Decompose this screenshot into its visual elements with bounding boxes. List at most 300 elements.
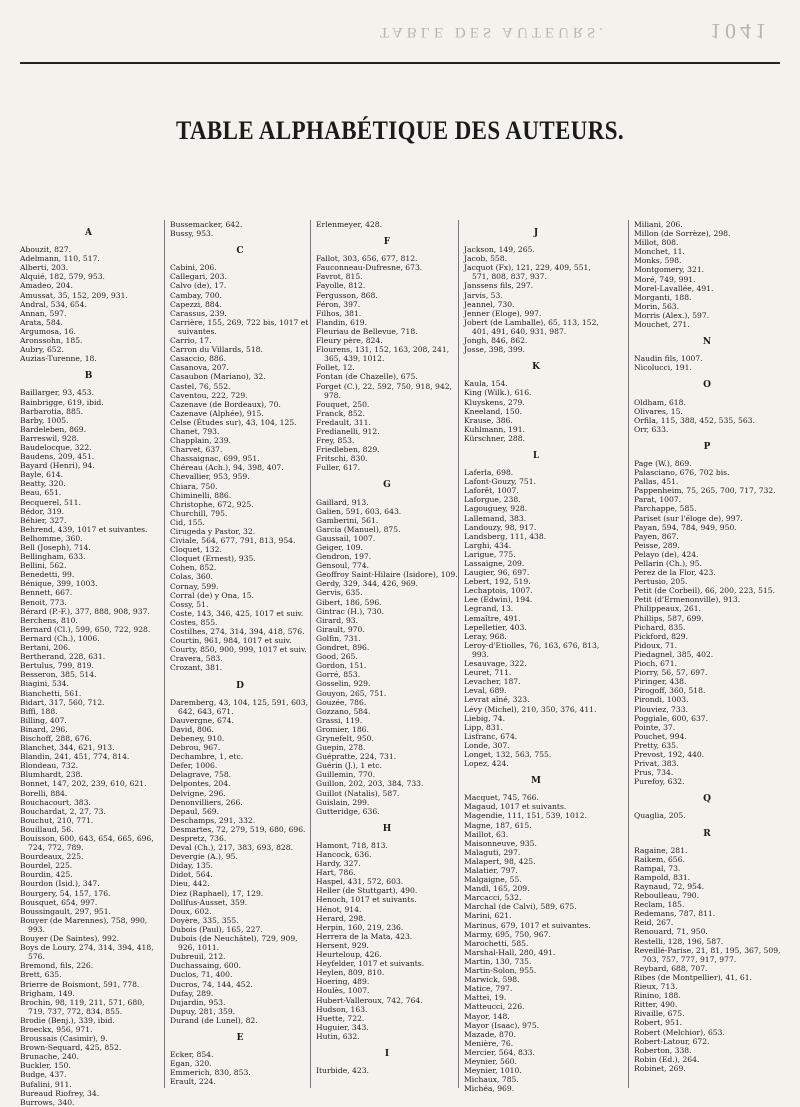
index-entry: Gouzée, 786. — [316, 697, 367, 707]
section-letter: K — [532, 362, 541, 373]
index-entry: Raynaud, 72, 954. — [634, 882, 705, 891]
index-entry: Reybard, 688, 707. — [634, 963, 708, 973]
running-head-bleedthrough — [380, 6, 780, 46]
index-entry: Bousquet, 654, 997. — [20, 897, 98, 907]
index-entry: Deschamps, 291, 332. — [170, 815, 256, 825]
index-entry: Follet, 12. — [316, 363, 355, 373]
index-entry: Béhier, 327. — [20, 515, 67, 525]
index-entry: Barby, 1005. — [20, 415, 69, 425]
index-entry: Dupuy, 281, 359. — [170, 1006, 236, 1016]
index-entry: Rivaille, 675. — [634, 1009, 685, 1019]
index-entry: Ritter, 490. — [634, 1000, 678, 1010]
index-entry: Payan, 594, 784, 949, 950. — [634, 522, 737, 532]
index-entry: Pertusio, 205. — [634, 577, 688, 587]
index-entry: Haspel, 431, 572, 603. — [316, 877, 404, 887]
index-entry: Borelli, 884. — [20, 788, 68, 798]
index-entry: Longet, 132, 563, 755. — [464, 749, 552, 759]
index-entry: Broeckx, 956, 971. — [20, 1024, 93, 1034]
index-entry: Huette, 722. — [316, 1013, 365, 1023]
index-entry: Gromier, 186. — [316, 724, 369, 734]
index-entry: David, 806. — [170, 724, 214, 734]
index-entry: Bardeleben, 869. — [20, 424, 86, 434]
index-entry: Redemans, 787, 811. — [634, 909, 716, 919]
index-entry: Cazenave (de Bordeaux), 70. — [170, 399, 281, 409]
index-entry: Robin (Ed.), 264. — [634, 1054, 700, 1064]
index-entry: Monchet, 11. — [634, 247, 685, 257]
index-entry: Ecker, 854. — [170, 1050, 214, 1060]
index-entry: Gensoul, 774. — [316, 561, 369, 571]
index-entry: Cohen, 852. — [170, 563, 217, 573]
index-entry: Morel-Lavallée, 491. — [634, 283, 714, 293]
index-entry: Berchens, 810. — [20, 615, 78, 625]
index-entry: Millot, 808. — [634, 238, 679, 248]
index-entry: Marchal (de Calvi), 589, 675. — [464, 902, 577, 912]
index-entry: Brunache, 240. — [20, 1052, 79, 1062]
index-entry: Fergusson, 868. — [316, 290, 378, 300]
index-entry: Henoch, 1017 et suivants. — [316, 895, 417, 905]
index-entry: Bellini, 562. — [20, 561, 67, 571]
index-entry: Becquerel, 511. — [20, 497, 81, 507]
index-entry: Brodie (Benj.), 339, ibid. — [20, 1015, 115, 1025]
index-entry: Abouzit, 827. — [20, 245, 72, 255]
index-entry: Jacob, 558. — [464, 254, 507, 264]
index-entry: Meynier, 560. — [464, 1056, 517, 1066]
index-entry: Marinus, 679, 1017 et suivantes. — [464, 920, 591, 930]
index-entry: Renouard, 71, 950. — [634, 927, 708, 937]
index-entry: Orfila, 115, 388, 452, 535, 563. — [634, 415, 755, 425]
index-entry: Alquié, 182, 579, 953. — [20, 272, 105, 282]
index-entry: Gintrac (H.), 730. — [316, 606, 384, 616]
index-entry: Bainbrigge, 619, ibid. — [20, 397, 104, 407]
index-entry: Fouquet, 250. — [316, 399, 370, 409]
index-entry: Josse, 398, 399. — [464, 345, 525, 355]
index-entry: Bourdon (Isid.), 347. — [20, 879, 100, 889]
index-entry: Girard, 93. — [316, 615, 359, 625]
index-entry: Cornay, 599. — [170, 581, 219, 591]
index-entry: Chiara, 750. — [170, 481, 218, 491]
index-entry: Marwick, 598. — [464, 975, 520, 985]
index-entry: Deval (Ch.), 217, 383, 693, 828. — [170, 843, 293, 853]
index-entry: Brierre de Boismont, 591, 778. — [20, 979, 140, 989]
index-entry: Brown-Sequard, 425, 852. — [20, 1043, 122, 1053]
page-title: TABLE ALPHABÉTIQUE DES AUTEURS. — [175, 116, 625, 145]
index-entry: Guillemin, 770. — [316, 770, 375, 780]
index-entry: Dubois (de Neuchâtel), 729, 909, 926, 1011. — [170, 934, 298, 953]
index-entry: Christophe, 672, 925. — [170, 499, 254, 509]
index-entry: Laforêt, 1007. — [464, 486, 519, 496]
index-entry: Fontan (de Chazelle), 675. — [316, 372, 418, 382]
index-entry: Larghi, 434. — [464, 540, 512, 550]
index-entry: Mercier, 564, 833. — [464, 1047, 535, 1057]
index-entry: Krause, 386. — [464, 415, 513, 425]
index-entry: Blandin, 241, 451, 774, 814. — [20, 752, 130, 762]
index-entry: Girault, 970. — [316, 624, 365, 634]
index-entry: Leray, 968. — [464, 631, 507, 641]
index-entry: Doux, 602. — [170, 906, 212, 916]
index-entry: Guillot (Natalis), 587. — [316, 788, 400, 798]
index-entry: Perez de la Flor, 423. — [634, 568, 716, 578]
index-entry: Cirugeda y Pastor, 32. — [170, 527, 256, 536]
index-entry: Morganti, 188. — [634, 292, 692, 302]
running-head-page-number: 1041 — [710, 19, 770, 44]
index-entry: Pellarin (Ch.), 95. — [634, 559, 702, 568]
index-entry: Grynefelt, 950. — [316, 733, 374, 743]
index-entry: Blumhardt, 238. — [20, 770, 83, 780]
index-entry: Chassaignac, 699, 951. — [170, 454, 260, 464]
section-letter: N — [702, 337, 713, 348]
index-entry: Peisse, 289. — [634, 540, 680, 550]
index-entry: Iturbide, 423. — [316, 1066, 369, 1076]
index-entry: Herard, 298. — [316, 913, 366, 923]
index-entry: Robert, 951. — [634, 1018, 683, 1028]
index-entry: Nicolucci, 191. — [634, 363, 692, 373]
index-entry: Herpin, 160, 219, 236. — [316, 922, 404, 932]
index-entry: Lafont-Gouzy, 751. — [464, 477, 537, 487]
index-entry: Bouchardat, 2, 27, 73. — [20, 806, 106, 816]
index-entry: Lisfranc, 674. — [464, 731, 518, 741]
index-entry: Geiger, 109. — [316, 543, 363, 552]
index-entry: Chapplain, 239. — [170, 436, 231, 446]
index-entry: Ducros, 74, 144, 452. — [170, 979, 253, 989]
index-entry: Carrio, 17. — [170, 336, 212, 346]
index-entry: Lagouguey, 928. — [464, 504, 528, 514]
index-entry: Kuhlmann, 191. — [464, 424, 525, 434]
index-entry: Bernard (Ch.), 1006. — [20, 633, 100, 643]
index-entry: Galien, 591, 603, 643. — [316, 506, 402, 516]
index-entry: Delpontes, 204. — [170, 779, 231, 789]
index-entry: Monks, 598. — [634, 256, 682, 266]
index-entry: Capezzi, 884. — [170, 299, 222, 309]
section-letter: P — [703, 441, 712, 452]
index-entry: Casaubon (Mariano), 32. — [170, 372, 266, 382]
index-entry: Kneeland, 150. — [464, 406, 522, 416]
index-entry: Pidoux, 71. — [634, 640, 678, 650]
index-entry: Churchill, 795. — [170, 508, 228, 518]
index-entry: Legrand, 13. — [464, 604, 514, 614]
index-entry: Gozzano, 584. — [316, 706, 371, 716]
index-entry: Bellingham, 633. — [20, 552, 86, 562]
index-entry: Pirogoff, 360, 518. — [634, 686, 706, 696]
index-entry: Moré, 749, 991. — [634, 274, 696, 284]
section-letter: I — [384, 1048, 391, 1059]
section-letter: A — [85, 228, 93, 238]
index-entry: Civiale, 564, 677, 791, 813, 954. — [170, 536, 296, 546]
index-entry: Menière, 76. — [464, 1038, 514, 1048]
index-entry: Piorry, 56, 57, 697. — [634, 668, 708, 678]
index-entry: Depaul, 569. — [170, 806, 220, 816]
index-entry: Buckler, 150. — [20, 1061, 71, 1071]
index-entry: Pallas, 451. — [634, 477, 679, 487]
index-entry: Bouchut, 210, 771. — [20, 815, 94, 825]
index-entry: Piedagnel, 385, 402. — [634, 649, 714, 659]
index-entry: Debeney, 910. — [170, 733, 225, 743]
index-entry: Dieu, 442. — [170, 879, 210, 889]
index-entry: Arata, 584. — [20, 317, 63, 327]
index-entry: Purefoy, 632. — [634, 777, 685, 787]
index-entry: Matteucci, 226. — [464, 1002, 525, 1012]
index-entry: Auzias-Turenne, 18. — [20, 354, 97, 364]
index-entry: Corral (de) y Ona, 15. — [170, 590, 254, 600]
index-entry: Plouviez, 733. — [634, 704, 688, 714]
index-entry: Pariset (sur l'éloge de), 997. — [634, 513, 743, 523]
index-entry: Parat, 1007. — [634, 495, 682, 505]
index-entry: Maisonneuve, 935. — [464, 838, 537, 848]
index-entry: Mattei, 19. — [464, 993, 507, 1003]
index-entry: Orr, 633. — [634, 424, 669, 434]
index-entry: Durand (de Lunel), 82. — [170, 1015, 258, 1025]
index-entry: Erault, 224. — [170, 1077, 216, 1087]
index-entry: Fleuriau de Bellevue, 718. — [316, 326, 418, 336]
index-entry: Bonnet, 147, 202, 239, 610, 621. — [20, 779, 147, 789]
index-entry: Fuller, 617. — [316, 463, 361, 473]
index-entry: Cabini, 206. — [170, 263, 217, 273]
index-entry: Besseron, 385, 514. — [20, 670, 97, 680]
index-entry: Huguier, 343. — [316, 1022, 369, 1032]
index-entry: Pichard, 835. — [634, 622, 686, 632]
index-entry: Leuret, 711. — [464, 668, 512, 678]
index-entry: Macquet, 745, 766. — [464, 793, 539, 803]
index-entry: Bussemacker, 642. — [170, 220, 243, 229]
running-head-label: TABLE DES AUTEURS. — [380, 24, 608, 40]
index-entry: Mazade, 870. — [464, 1029, 516, 1039]
index-entry: Rampold, 831. — [634, 872, 691, 882]
index-entry: Desmartes, 72, 279, 519, 680, 696. — [170, 824, 306, 834]
index-entry: Martin-Solon, 955. — [464, 966, 537, 976]
index-entry: Friedleben, 829. — [316, 445, 380, 455]
index-entry: Herrera de la Mata, 423. — [316, 931, 413, 941]
index-entry: Forget (C.), 22, 592, 750, 918, 942, 978. — [316, 381, 452, 400]
index-entry: Hart, 786. — [316, 868, 356, 878]
index-entry: Castel, 76, 552. — [170, 381, 231, 391]
section-letter: C — [236, 246, 245, 257]
index-entry: Dujardin, 953. — [170, 997, 226, 1007]
index-entry: Hubert-Valleroux, 742, 764. — [316, 995, 423, 1005]
index-entry: Bouisson, 600, 643, 654, 665, 696, 724, 772, 789. — [20, 834, 154, 853]
index-columns — [20, 220, 781, 1107]
index-entry: Brigham, 149. — [20, 988, 75, 998]
index-entry: Fritschi, 830. — [316, 454, 368, 464]
index-entry: Mouchet, 271. — [634, 320, 690, 330]
index-entry: Lévy (Michel), 210, 350, 376, 411. — [464, 704, 597, 714]
index-entry: Robinet, 269. — [634, 1063, 686, 1073]
index-entry: Hoering, 489. — [316, 977, 370, 987]
index-entry: Heller (de Stuttgart), 490. — [316, 886, 418, 896]
section-letter: G — [383, 480, 392, 491]
index-entry: Barreswil, 928. — [20, 433, 79, 443]
index-entry: Bertani, 206. — [20, 643, 71, 653]
index-entry: Dubreuil, 212. — [170, 952, 226, 962]
index-entry: Bayle, 614. — [20, 470, 64, 480]
index-entry: Aubry, 652. — [20, 345, 64, 355]
index-entry: Barbarotia, 885. — [20, 406, 84, 416]
index-entry: Calvo (de), 17. — [170, 281, 227, 291]
index-entry: Budge, 437. — [20, 1070, 67, 1080]
index-entry: Cossy, 51. — [170, 599, 209, 609]
section-letter: R — [703, 828, 712, 839]
index-entry: Gordon, 151. — [316, 661, 367, 671]
index-entry: Dauvergne, 674. — [170, 715, 234, 725]
index-entry: Kaula, 154. — [464, 379, 508, 389]
index-entry: Bourgery, 54, 157, 176. — [20, 888, 111, 898]
index-entry: Quaglia, 205. — [634, 811, 686, 821]
index-entry: Reclam, 185. — [634, 900, 685, 910]
index-entry: Baudens, 209, 451. — [20, 452, 95, 462]
index-entry: Philippeaux, 261. — [634, 604, 701, 614]
index-entry: Dollfus-Ausset, 359. — [170, 897, 248, 907]
index-entry: Payen, 867. — [634, 531, 679, 541]
index-entry: Bremond, fils, 226. — [20, 961, 94, 971]
index-entry: Marshal-Hall, 280, 491. — [464, 947, 556, 957]
index-entry: Houlès, 1007. — [316, 986, 370, 996]
index-entry: Amadeo, 204. — [20, 281, 73, 291]
index-column-3 — [310, 220, 459, 1088]
index-column-5 — [628, 220, 781, 1088]
index-entry: Matice, 797. — [464, 984, 513, 994]
index-entry: Guillon, 202, 203, 384, 733. — [316, 779, 424, 789]
index-entry: Maillot, 63. — [464, 829, 509, 839]
index-entry: Devergie (A.), 95. — [170, 852, 238, 862]
index-entry: Raikem, 656. — [634, 854, 685, 864]
index-entry: Cravera, 583. — [170, 654, 223, 664]
index-entry: Hutin, 632. — [316, 1031, 360, 1041]
index-entry: Annan, 597. — [20, 308, 67, 318]
index-entry: Bouillaud, 56. — [20, 824, 74, 834]
index-entry: Biagini, 534. — [20, 679, 69, 689]
index-entry: Piringer, 438. — [634, 677, 687, 687]
index-entry: Cid, 155. — [170, 517, 205, 527]
index-entry: Lechaptois, 1007. — [464, 586, 533, 596]
section-letter: Q — [703, 794, 712, 805]
index-entry: Meynier, 1010. — [464, 1066, 522, 1076]
index-entry: Caventou, 222, 729. — [170, 390, 248, 400]
index-entry: Crozant, 381. — [170, 663, 223, 673]
index-entry: Benedetti, 99. — [20, 570, 75, 580]
index-entry: Gervis, 635. — [316, 588, 363, 598]
index-entry: Duclos, 71, 400. — [170, 970, 233, 980]
index-entry: Olivares, 15. — [634, 406, 683, 416]
section-letter: D — [236, 680, 245, 691]
index-entry: Gendron, 197. — [316, 552, 372, 562]
index-entry: Binard, 296. — [20, 724, 68, 734]
index-entry: Reveillé-Parise, 21, 81, 195, 367, 509, 703, 757, 777, 917, 977. — [634, 945, 781, 964]
index-entry: Page (W.), 869. — [634, 458, 692, 468]
index-entry: Michéa, 969. — [464, 1084, 515, 1094]
index-entry: Guepin, 278. — [316, 743, 366, 753]
index-entry: Colas, 360. — [170, 572, 213, 582]
index-entry: Alberti, 203. — [20, 263, 69, 273]
index-entry: Fayolle, 812. — [316, 281, 366, 291]
index-entry: Charvet, 637. — [170, 445, 223, 455]
index-entry: Féron, 397. — [316, 299, 361, 309]
index-entry: Rieux, 713. — [634, 982, 678, 992]
index-entry: Reid, 267. — [634, 918, 674, 928]
index-entry: Broussais (Casimir), 9. — [20, 1034, 108, 1044]
index-entry: Ribes (de Montpellier), 41, 61. — [634, 972, 752, 982]
index-entry: Petit (d'Ermenonville), 913. — [634, 595, 741, 605]
index-entry: Millon (de Sorrèze), 298. — [634, 229, 731, 239]
index-entry: Amussat, 35, 152, 209, 931. — [20, 290, 128, 300]
index-entry: Bidart, 317, 560, 712. — [20, 697, 105, 707]
index-entry: Courtin, 961, 984, 1017 et suiv. — [170, 636, 292, 646]
index-entry: Flandin, 619. — [316, 317, 368, 327]
index-entry: Golfin, 731. — [316, 633, 361, 643]
index-entry: Billing, 407. — [20, 715, 67, 725]
index-entry: Restelli, 128, 196, 587. — [634, 936, 724, 946]
index-entry: Boussingault, 297, 951. — [20, 906, 111, 916]
index-entry: Magne, 187, 615. — [464, 820, 532, 830]
section-letter: E — [236, 1032, 245, 1043]
index-entry: Petit (de Corbeil), 66, 200, 223, 515. — [634, 586, 775, 596]
index-entry: Pappenheim, 75, 265, 700, 717, 732. — [634, 486, 776, 496]
index-entry: Bennett, 667. — [20, 588, 73, 598]
index-entry: Heylen, 809, 810. — [316, 968, 385, 978]
index-entry: Mandl, 165, 209. — [464, 884, 530, 894]
index-entry: Bourdin, 425. — [20, 870, 73, 880]
index-entry: Garcia (Manuel), 875. — [316, 524, 401, 534]
index-entry: Bouchacourt, 383. — [20, 797, 91, 807]
index-entry: Bénique, 399, 1003. — [20, 579, 98, 589]
section-letter: H — [382, 823, 393, 834]
index-entry: Lassaigne, 209. — [464, 559, 525, 568]
index-entry: Diday, 135. — [170, 861, 213, 871]
index-entry: Argumosa, 16. — [20, 326, 76, 336]
index-entry: Lebert, 192, 519. — [464, 577, 531, 587]
index-entry: Lesauvage, 322. — [464, 659, 527, 669]
index-entry: Heurteloup, 426. — [316, 950, 382, 960]
index-entry: Baudelocque, 322. — [20, 442, 92, 452]
index-entry: Lepelletier, 403. — [464, 622, 527, 632]
index-entry: Celse (Études sur), 43, 104, 125. — [170, 417, 297, 427]
index-entry: Guérin (J.), 1 etc. — [316, 761, 382, 771]
index-entry: Gerdy, 329, 344, 426, 969. — [316, 579, 419, 589]
index-entry: Bernard (Cl.), 599, 650, 722, 928. — [20, 624, 151, 634]
index-entry: Bouyer (De Saintes), 992. — [20, 934, 120, 944]
index-entry: Gutteridge, 636. — [316, 806, 380, 816]
index-entry: Defer, 1006. — [170, 761, 218, 771]
index-entry: Fredault, 311. — [316, 417, 371, 427]
index-entry: Chéreau (Ach.), 94, 398, 407. — [170, 463, 284, 473]
index-entry: Martin, 130, 735. — [464, 956, 532, 966]
index-entry: Kürschner, 288. — [464, 433, 525, 443]
index-entry: Bourdeaux, 225. — [20, 852, 84, 862]
index-entry: Blanchet, 344, 621, 913. — [20, 743, 115, 753]
index-entry: Carassus, 239. — [170, 308, 227, 318]
index-entry: Phillips, 587, 699. — [634, 613, 704, 623]
index-entry: Mayor (Isaac), 975. — [464, 1020, 540, 1030]
index-entry: Hancock, 636. — [316, 850, 372, 859]
index-entry: Miliani, 206. — [634, 220, 683, 229]
index-entry: Beatty, 320. — [20, 479, 66, 489]
index-entry: Gaillard, 913. — [316, 497, 369, 507]
index-entry: Robert-Latour, 672. — [634, 1036, 710, 1046]
index-entry: Marochetti, 585. — [464, 938, 529, 948]
index-entry: Frey, 853. — [316, 436, 355, 446]
index-entry: Marmy, 695, 750, 967. — [464, 929, 551, 939]
index-entry: Landsberg, 111, 438. — [464, 531, 547, 541]
index-entry: Bertherand, 228, 631. — [20, 652, 106, 662]
index-entry: Gibert, 186, 596. — [316, 597, 382, 607]
index-entry: Landouzy, 98, 917. — [464, 522, 537, 532]
index-entry: Bureaud Riofrey, 34. — [20, 1088, 100, 1098]
index-entry: Biffi, 188. — [20, 706, 58, 716]
section-letter: M — [531, 776, 542, 787]
index-entry: Oldham, 618. — [634, 397, 686, 407]
index-entry: Didot, 564. — [170, 870, 213, 880]
index-entry: Hardy, 327. — [316, 859, 361, 869]
index-entry: Levacher, 187. — [464, 677, 521, 687]
index-entry: Erlenmeyer, 428. — [316, 220, 382, 229]
index-entry: Lallemand, 383. — [464, 513, 527, 523]
